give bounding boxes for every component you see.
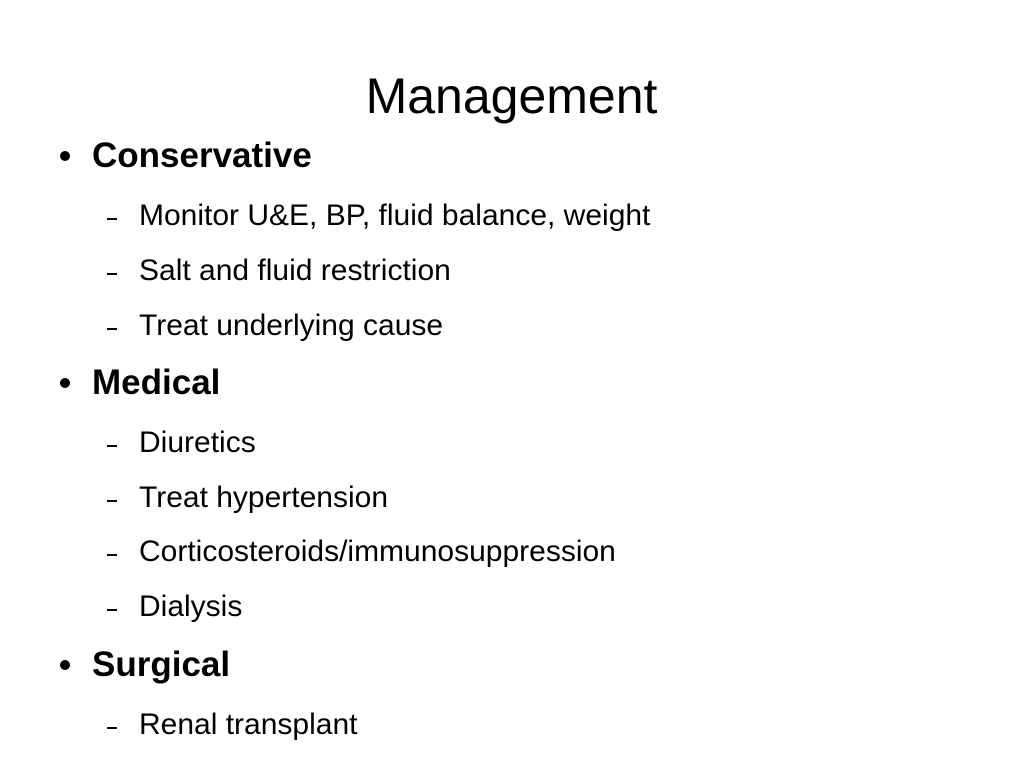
bullet-dot-icon [60,660,70,670]
list-item-label: Diuretics [139,426,256,459]
dash-bullet-icon [107,727,117,729]
bullet-dot-icon [60,378,70,388]
list-item-label: Treat underlying cause [139,309,444,342]
list-item-label: Dialysis [139,590,243,623]
section-heading-conservative [60,134,312,178]
section-heading-surgical [60,643,230,687]
section-heading-medical [60,361,220,405]
section-heading-label: Surgical [92,645,231,684]
list-item [107,479,388,517]
dash-bullet-icon [107,609,117,611]
dash-bullet-icon [107,500,117,502]
list-item-label: Monitor U&E, BP, fluid balance, weight [139,199,651,232]
dash-bullet-icon [107,273,117,275]
dash-bullet-icon [107,554,117,556]
section-heading-label: Medical [92,363,221,402]
list-item [107,424,256,462]
list-item [107,706,357,744]
slide-title: Management [365,68,658,124]
list-item [107,533,616,571]
dash-bullet-icon [107,445,117,447]
list-item [107,588,242,626]
list-item-label: Corticosteroids/immunosuppression [139,535,616,568]
list-item-label: Renal transplant [139,708,358,741]
list-item [107,252,451,290]
list-item-label: Treat hypertension [139,481,389,514]
dash-bullet-icon [107,328,117,330]
bullet-dot-icon [60,151,70,161]
section-heading-label: Conservative [92,136,312,175]
dash-bullet-icon [107,218,117,220]
list-item [107,307,443,345]
list-item-label: Salt and fluid restriction [139,254,451,287]
list-item [107,197,650,235]
